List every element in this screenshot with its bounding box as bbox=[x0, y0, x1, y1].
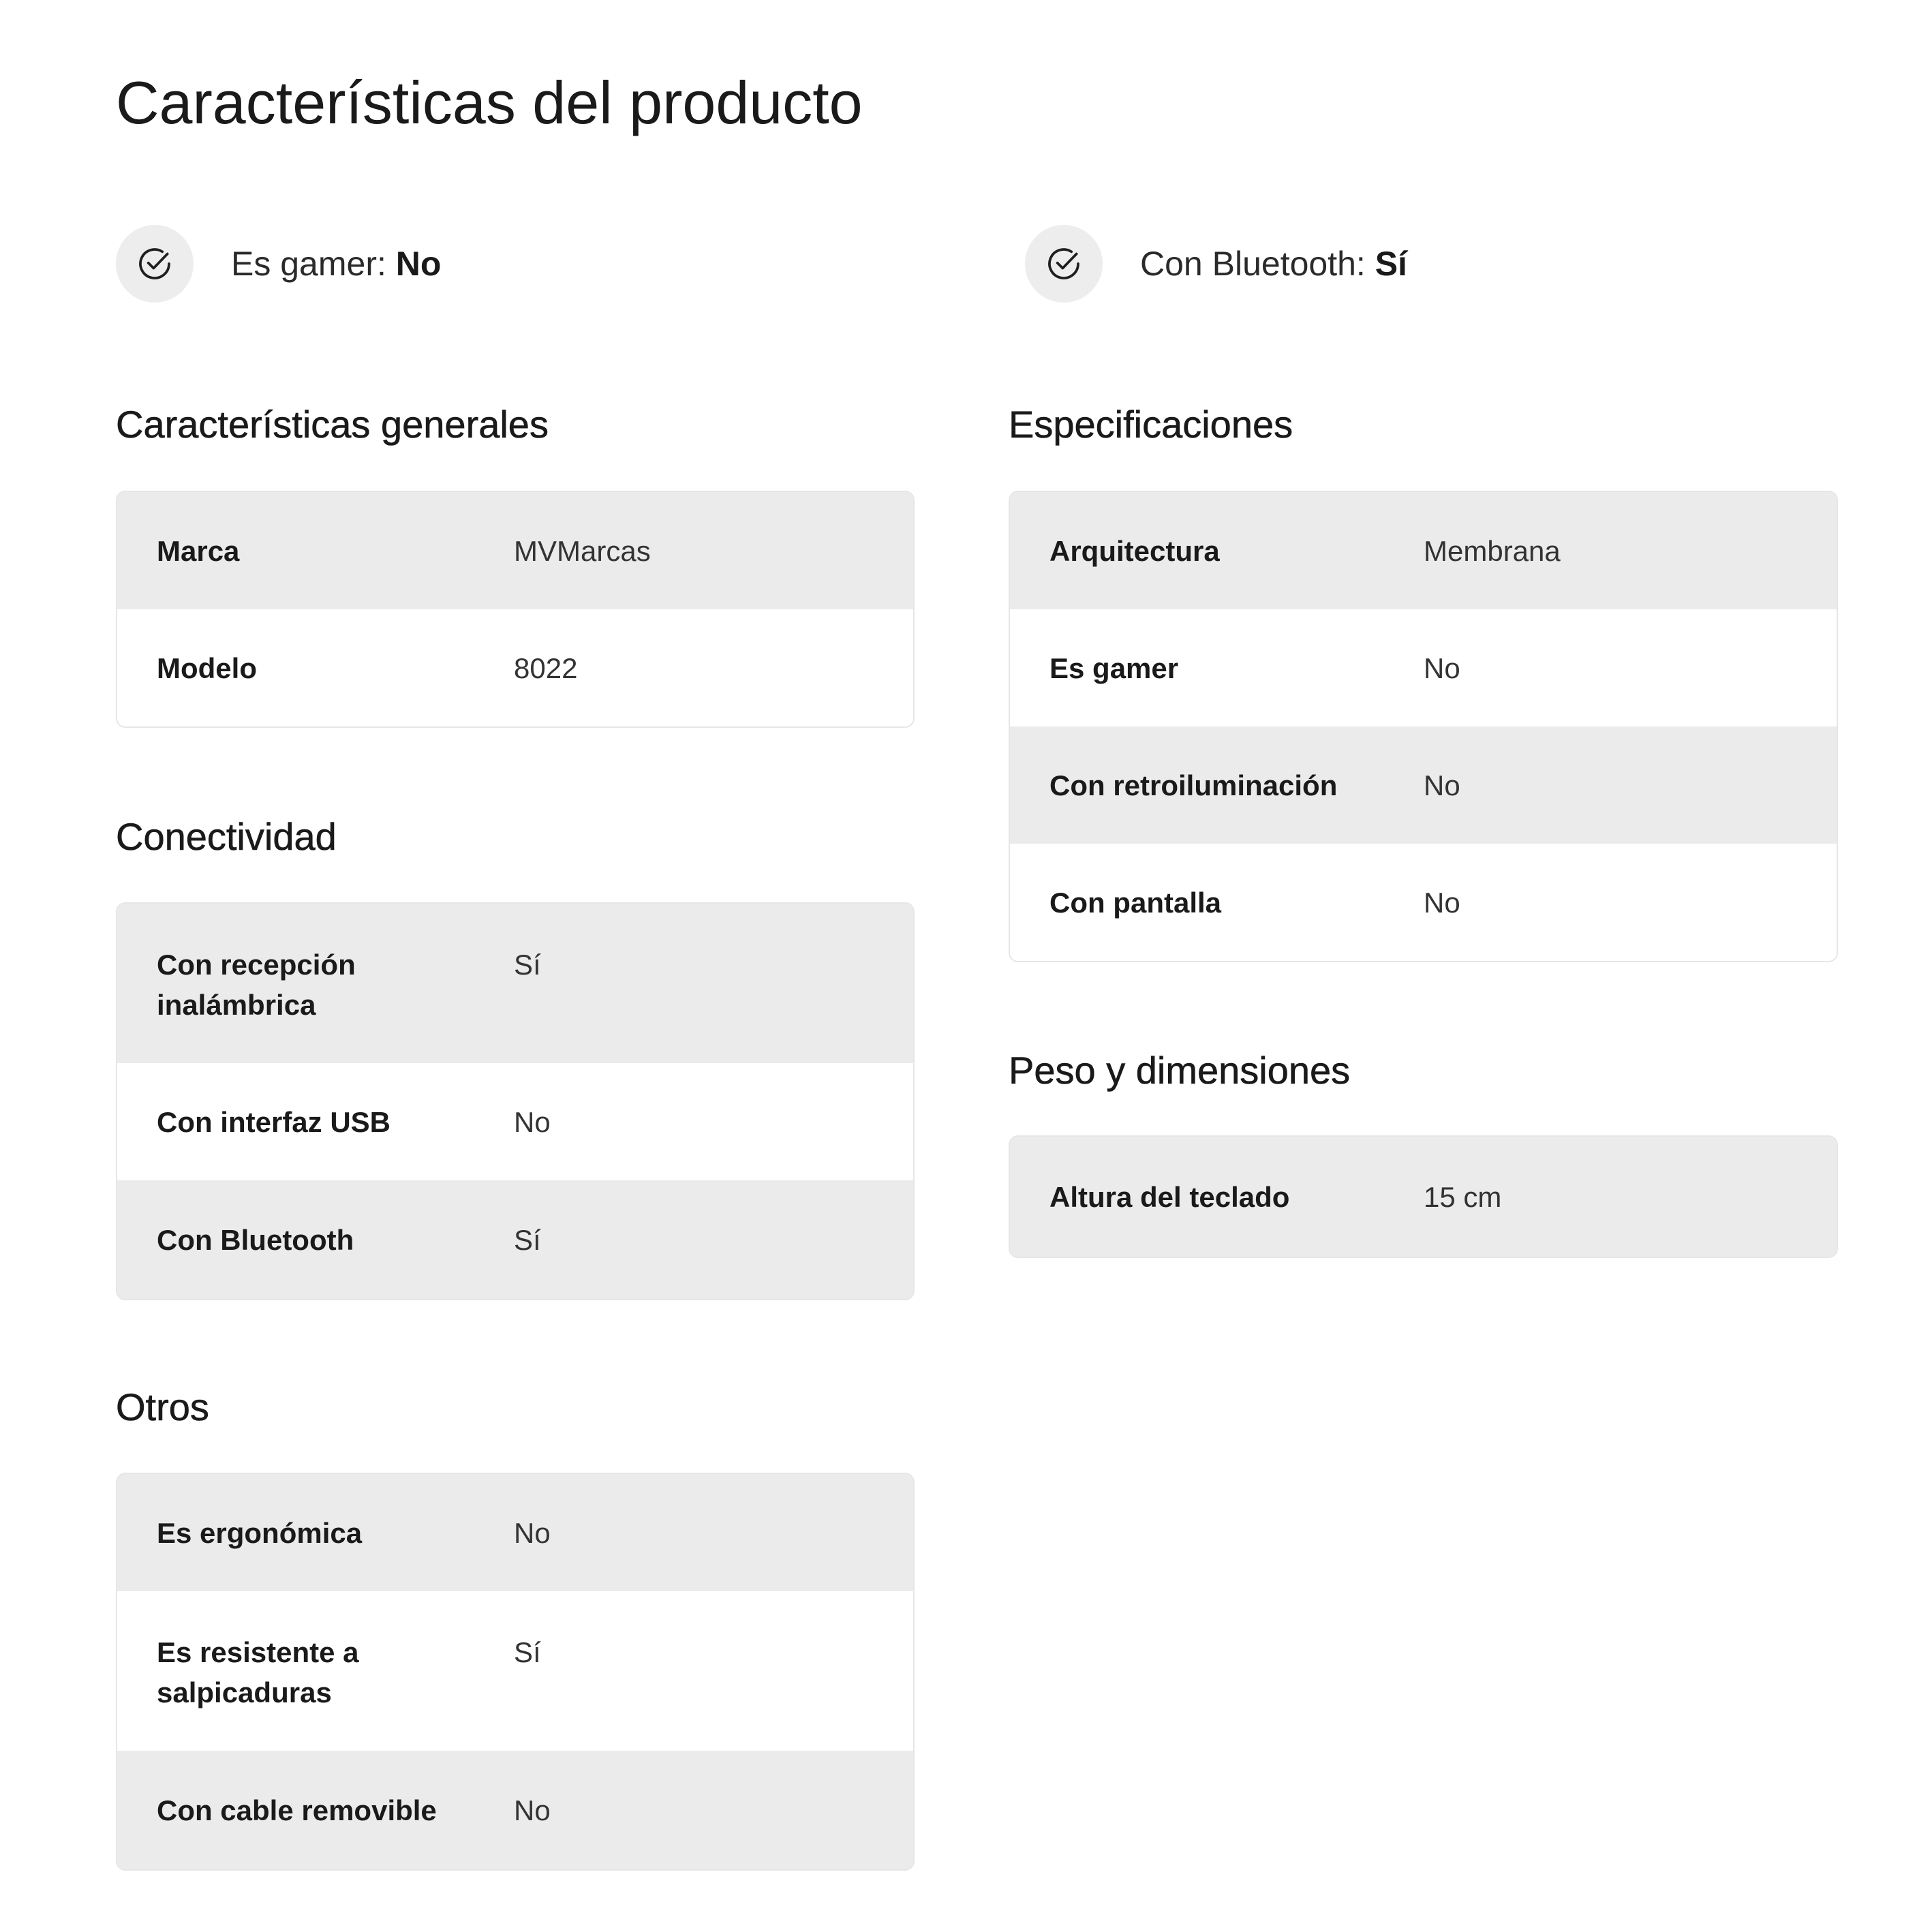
row-value: No bbox=[1424, 651, 1460, 684]
section-title-peso: Peso y dimensiones bbox=[1009, 1049, 1351, 1092]
section-title-conectividad: Conectividad bbox=[116, 815, 337, 858]
row-label: Arquitectura bbox=[1049, 534, 1220, 567]
highlight-label: Con Bluetooth: bbox=[1140, 245, 1375, 283]
spec-table-generales bbox=[116, 491, 915, 728]
table-row bbox=[117, 492, 913, 609]
row-value: No bbox=[1424, 769, 1460, 801]
row-value: Membrana bbox=[1424, 534, 1561, 567]
table-row bbox=[1010, 609, 1837, 726]
table-row bbox=[117, 1474, 913, 1591]
table-row bbox=[117, 1063, 913, 1180]
highlight-text bbox=[231, 243, 441, 284]
row-value: No bbox=[514, 1516, 551, 1549]
spec-table-conectividad bbox=[116, 902, 915, 1300]
highlight-con-bluetooth bbox=[1025, 221, 1407, 306]
check-circle-icon bbox=[116, 225, 194, 303]
row-label: Con Bluetooth bbox=[157, 1223, 354, 1256]
row-label: Con retroiluminación bbox=[1049, 769, 1338, 801]
page-title: Características del producto bbox=[116, 69, 863, 136]
table-row bbox=[1010, 1137, 1837, 1257]
row-value: No bbox=[1424, 886, 1460, 919]
row-label: Modelo bbox=[157, 651, 257, 684]
spec-table-especificaciones bbox=[1009, 491, 1838, 962]
row-value: 8022 bbox=[514, 651, 578, 684]
row-label: Es gamer bbox=[1049, 651, 1179, 684]
row-label: Con interfaz USB bbox=[157, 1105, 391, 1138]
check-circle-icon bbox=[1025, 225, 1103, 303]
table-row bbox=[117, 1751, 913, 1869]
highlight-label: Es gamer: bbox=[231, 245, 396, 283]
section-title-otros: Otros bbox=[116, 1385, 209, 1428]
table-row bbox=[117, 609, 913, 726]
section-title-especificaciones: Especificaciones bbox=[1009, 403, 1293, 446]
highlight-es-gamer bbox=[116, 221, 441, 306]
spec-table-peso bbox=[1009, 1135, 1838, 1258]
row-value: Sí bbox=[514, 1223, 541, 1256]
row-value: No bbox=[514, 1794, 551, 1826]
table-row bbox=[1010, 492, 1837, 609]
row-label: Con recepción inalámbrica bbox=[157, 949, 356, 1021]
row-label: Es resistente a salpicaduras bbox=[157, 1636, 359, 1708]
table-row bbox=[117, 1591, 913, 1751]
table-row bbox=[1010, 844, 1837, 961]
row-label: Con cable removible bbox=[157, 1794, 437, 1826]
row-value: Sí bbox=[514, 1636, 541, 1668]
highlight-value: Sí bbox=[1375, 245, 1407, 283]
row-label: Con pantalla bbox=[1049, 886, 1222, 919]
highlight-text bbox=[1140, 243, 1407, 284]
highlight-value: No bbox=[395, 245, 442, 283]
row-value: Sí bbox=[514, 949, 541, 981]
section-title-generales: Características generales bbox=[116, 403, 549, 446]
row-value: No bbox=[514, 1105, 551, 1138]
spec-table-otros bbox=[116, 1473, 915, 1871]
row-label: Marca bbox=[157, 534, 240, 567]
row-label: Es ergonómica bbox=[157, 1516, 363, 1549]
row-value: MVMarcas bbox=[514, 534, 651, 567]
table-row bbox=[117, 904, 913, 1063]
row-label: Altura del teclado bbox=[1049, 1180, 1290, 1213]
table-row bbox=[117, 1180, 913, 1299]
table-row bbox=[1010, 726, 1837, 844]
row-value: 15 cm bbox=[1424, 1180, 1502, 1213]
